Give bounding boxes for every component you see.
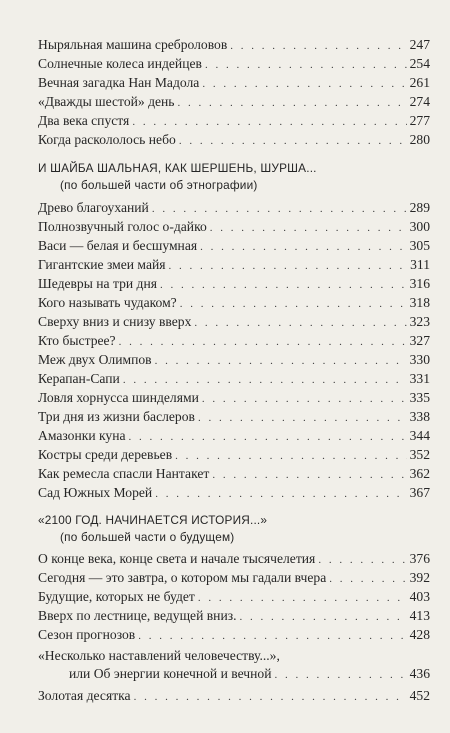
toc-entry-page: 428: [409, 627, 430, 642]
toc-entry-multiline[interactable]: [38, 647, 430, 683]
toc-entry-page: 392: [409, 570, 430, 585]
toc-entry[interactable]: [38, 445, 430, 464]
toc-entry-page: 305: [409, 238, 430, 253]
dot-leader: [240, 608, 407, 627]
toc-entry-page: 274: [409, 94, 430, 109]
toc-entry-page: 331: [409, 371, 430, 386]
toc-entry-page: 330: [409, 352, 430, 367]
toc-entry-page: 261: [409, 75, 430, 90]
section-subtitle: (по большей части о будущем): [60, 530, 235, 544]
toc-entry-title: Костры среди деревьев: [38, 447, 173, 462]
toc-entry-page: 289: [409, 200, 430, 215]
toc-section3: [38, 549, 430, 705]
toc-entry[interactable]: [38, 350, 430, 369]
dot-leader: [274, 666, 406, 684]
toc-entry[interactable]: [38, 549, 430, 568]
toc-entry-title: Амазонки куна: [38, 428, 126, 443]
toc-entry-page: 318: [409, 295, 430, 310]
section-title: И ШАЙБА ШАЛЬНАЯ, КАК ШЕРШЕНЬ, ШУРША...: [38, 161, 317, 175]
section-subtitle: (по большей части об этнографии): [60, 178, 258, 192]
toc-entry[interactable]: [38, 274, 430, 293]
toc-entry-title-line1: «Несколько наставлений человечеству...»,: [38, 648, 280, 663]
dot-leader: [200, 238, 407, 257]
toc-entry[interactable]: [38, 407, 430, 426]
toc-entry[interactable]: [38, 388, 430, 407]
toc-entry-page: 344: [409, 428, 430, 443]
toc-entry-page: 362: [409, 466, 430, 481]
toc-entry-page: 376: [409, 551, 430, 566]
toc-entry[interactable]: [38, 255, 430, 274]
dot-leader: [155, 485, 406, 504]
dot-leader: [134, 688, 407, 707]
dot-leader: [202, 390, 407, 409]
dot-leader: [119, 333, 407, 352]
dot-leader: [178, 94, 407, 113]
toc-entry-page: 254: [409, 56, 430, 71]
toc-entry-title: Керапан-Сапи: [38, 371, 120, 386]
toc-entry[interactable]: [38, 464, 430, 483]
toc-entry-title: Васи — белая и бесшумная: [38, 238, 198, 253]
toc-entry-title-line2: или Об энергии конечной и вечной: [69, 666, 272, 681]
section-title: «2100 ГОД. НАЧИНАЕТСЯ ИСТОРИЯ...»: [38, 513, 268, 527]
toc-entry-title: Гигантские змеи майя: [38, 257, 166, 272]
toc-entry-page: 280: [409, 132, 430, 147]
toc-entry-page: 311: [410, 257, 430, 272]
toc-entry-page: 436: [409, 666, 430, 681]
toc-entry-page: 413: [409, 608, 430, 623]
toc-entry-page: 323: [409, 314, 430, 329]
dot-leader: [329, 570, 406, 589]
toc-entry-title: Шедевры на три дня: [38, 276, 157, 291]
toc-entry-title: Три дня из жизни баслеров: [38, 409, 195, 424]
toc-entry-page: 367: [409, 485, 430, 500]
toc-entry[interactable]: [38, 686, 430, 705]
toc-entry[interactable]: [38, 293, 430, 312]
toc-entry-title: Золотая десятка: [38, 688, 131, 703]
dot-leader: [230, 37, 406, 56]
dot-leader: [212, 466, 406, 485]
toc-entry-title: Вверх по лестнице, ведущей вниз.: [38, 608, 237, 623]
toc-entry-title: Древо благоуханий: [38, 200, 149, 215]
toc-entry-title: «Дважды шестой» день: [38, 94, 175, 109]
toc-entry[interactable]: [38, 54, 430, 73]
toc-entry-title: Ловля хорнусса шинделями: [38, 390, 199, 405]
toc-entry-title: Солнечные колеса индейцев: [38, 56, 202, 71]
toc-entry[interactable]: [38, 236, 430, 255]
toc-section2: [38, 198, 430, 502]
section-heading: [38, 512, 438, 546]
toc-entry[interactable]: [38, 568, 430, 587]
toc-entry-title: О конце века, конце света и начале тысячелетия: [38, 551, 316, 566]
toc-entry-page: 335: [409, 390, 430, 405]
toc-entry-page: 403: [409, 589, 430, 604]
dot-leader: [180, 295, 407, 314]
toc-entry-title: Как ремесла спасли Нантакет: [38, 466, 210, 481]
toc-entry-title: Сегодня — это завтра, о котором мы гадали вчера: [38, 570, 327, 585]
toc-entry[interactable]: [38, 73, 430, 92]
toc-entry-title: Будущие, которых не будет: [38, 589, 195, 604]
toc-part1: [38, 35, 430, 149]
dot-leader: [202, 75, 406, 94]
toc-entry[interactable]: [38, 111, 430, 130]
toc-entry-title: Когда раскололось небо: [38, 132, 176, 147]
toc-entry[interactable]: [38, 483, 430, 502]
toc-entry[interactable]: [38, 606, 430, 625]
dot-leader: [138, 627, 406, 646]
toc-entry[interactable]: [38, 369, 430, 388]
section-heading: [38, 160, 438, 194]
toc-entry-page: 452: [409, 688, 430, 703]
toc-entry-title: Ныряльная машина среброловов: [38, 37, 228, 52]
toc-entry[interactable]: [38, 130, 430, 149]
dot-leader: [169, 257, 408, 276]
dot-leader: [179, 132, 407, 151]
toc-entry-title: Меж двух Олимпов: [38, 352, 152, 367]
dot-leader: [318, 551, 406, 570]
dot-leader: [160, 276, 407, 295]
toc-entry-page: 277: [409, 113, 430, 128]
dot-leader: [198, 409, 407, 428]
toc-entry[interactable]: [38, 312, 430, 331]
dot-leader: [194, 314, 406, 333]
toc-entry-title: Кто быстрее?: [38, 333, 116, 348]
toc-entry-page: 338: [409, 409, 430, 424]
toc-entry[interactable]: [38, 217, 430, 236]
toc-entry-page: 327: [409, 333, 430, 348]
toc-entry-page: 352: [409, 447, 430, 462]
toc-entry-title: Сезон прогнозов: [38, 627, 136, 642]
toc-entry-title: Полнозвучный голос о-дайко: [38, 219, 207, 234]
toc-entry[interactable]: [38, 92, 430, 111]
toc-entry[interactable]: [38, 35, 430, 54]
toc-entry-title: Два века спустя: [38, 113, 130, 128]
toc-entry-page: 316: [409, 276, 430, 291]
dot-leader: [155, 352, 407, 371]
toc-entry[interactable]: [38, 587, 430, 606]
toc-entry-title: Вечная загадка Нан Мадола: [38, 75, 200, 90]
toc-entry-title: Сад Южных Морей: [38, 485, 153, 500]
toc-entry-page: 300: [409, 219, 430, 234]
dot-leader: [205, 56, 407, 75]
toc-entry[interactable]: [38, 331, 430, 350]
toc-entry-title: Кого называть чудаком?: [38, 295, 177, 310]
dot-leader: [210, 219, 407, 238]
toc-entry-page: 247: [409, 37, 430, 52]
dot-leader: [175, 447, 406, 466]
toc-entry-title: Сверху вниз и снизу вверх: [38, 314, 192, 329]
toc-entry[interactable]: [38, 625, 430, 644]
toc-entry[interactable]: [38, 426, 430, 445]
toc-entry[interactable]: [38, 198, 430, 217]
